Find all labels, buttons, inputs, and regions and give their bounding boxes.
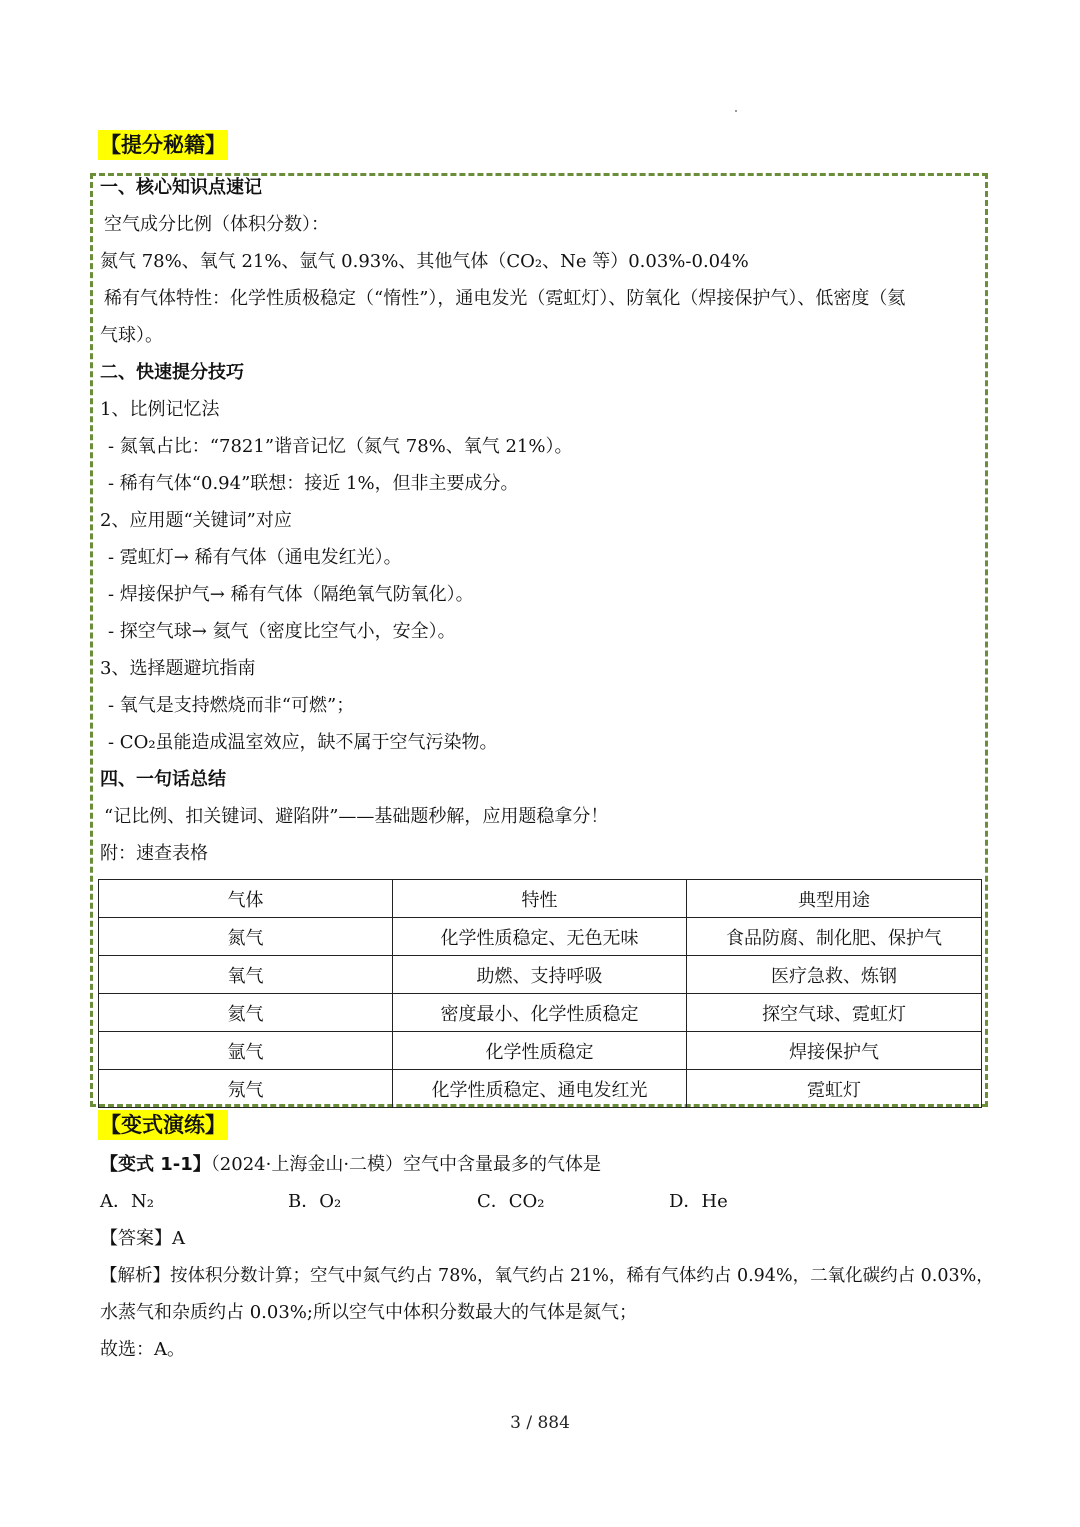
list-item: - CO₂虽能造成温室效应，缺不属于空气污染物。 xyxy=(108,732,498,753)
table-cell: 化学性质稳定、无色无味 xyxy=(393,918,687,956)
question-line xyxy=(100,1153,601,1177)
option-b: B．O₂ xyxy=(288,1191,342,1212)
table-row xyxy=(99,956,982,994)
answer-line: 【答案】A xyxy=(100,1228,185,1249)
table-cell: 医疗急救、炼钢 xyxy=(687,956,982,994)
ratio-line: 氮气 78%、氧气 21%、氩气 0.93%、其他气体（CO₂、Ne 等）0.03%-0.04% xyxy=(100,251,749,272)
option-c: C．CO₂ xyxy=(477,1191,545,1212)
list-item: 3、选择题避坑指南 xyxy=(100,658,256,679)
ratio-intro: 空气成分比例（体积分数）： xyxy=(104,214,329,235)
list-item: 2、应用题“关键词”对应 xyxy=(100,510,292,531)
page-number: 3 / 884 xyxy=(510,1413,570,1433)
question-text: （2024·上海金山·二模）空气中含量最多的气体是 xyxy=(210,1154,602,1175)
list-item: - 氧气是支持燃烧而非“可燃”； xyxy=(108,695,355,716)
table-header-row xyxy=(99,880,982,918)
table-cell: 探空气球、霓虹灯 xyxy=(687,994,982,1032)
table-row xyxy=(99,918,982,956)
table-cell: 食品防腐、制化肥、保护气 xyxy=(687,918,982,956)
table-cell: 化学性质稳定、通电发红光 xyxy=(393,1070,687,1108)
list-item: - 氮氧占比：“7821”谐音记忆（氮气 78%、氧气 21%）。 xyxy=(108,436,573,457)
option-d: D．He xyxy=(669,1191,728,1212)
section1-title: 一、核心知识点速记 xyxy=(100,177,262,198)
section2-title: 二、快速提分技巧 xyxy=(100,362,244,383)
variant-header-tag: 【变式演练】 xyxy=(98,1110,228,1140)
question-label: 【变式 1-1】 xyxy=(100,1154,211,1175)
noble-gas-line-2: 气球）。 xyxy=(100,325,163,346)
appendix-label: 附：速查表格 xyxy=(100,843,208,864)
table-header-cell: 典型用途 xyxy=(687,880,982,918)
table-cell: 氧气 xyxy=(99,956,393,994)
list-item: - 焊接保护气→ 稀有气体（隔绝氧气防氧化）。 xyxy=(108,584,474,605)
summary-line: “记比例、扣关键词、避陷阱”——基础题秒解，应用题稳拿分！ xyxy=(104,806,609,827)
table-cell: 氖气 xyxy=(99,1070,393,1108)
analysis-line-3: 故选：A。 xyxy=(100,1339,185,1360)
list-item: - 探空气球→ 氦气（密度比空气小，安全）。 xyxy=(108,621,456,642)
analysis-line-1: 【解析】按体积分数计算；空气中氮气约占 78%，氧气约占 21%，稀有气体约占 0.94%，二氧化碳约占 0.03%， xyxy=(100,1266,994,1286)
tips-header-tag: 【提分秘籍】 xyxy=(98,130,228,160)
list-item: - 霓虹灯→ 稀有气体（通电发红光）。 xyxy=(108,547,402,568)
table-cell: 焊接保护气 xyxy=(687,1032,982,1070)
table-cell: 助燃、支持呼吸 xyxy=(393,956,687,994)
table-cell: 霓虹灯 xyxy=(687,1070,982,1108)
table-cell: 氩气 xyxy=(99,1032,393,1070)
table-cell: 密度最小、化学性质稳定 xyxy=(393,994,687,1032)
table-header-cell: 特性 xyxy=(393,880,687,918)
noble-gas-line-1: 稀有气体特性：化学性质极稳定（“惰性”），通电发光（霓虹灯）、防氧化（焊接保护气）、低密度（氦 xyxy=(104,288,906,309)
analysis-line-2: 水蒸气和杂质约占 0.03%;所以空气中体积分数最大的气体是氮气； xyxy=(100,1302,637,1323)
table-row xyxy=(99,994,982,1032)
quick-reference-table xyxy=(98,879,982,1108)
speck xyxy=(735,110,737,112)
table-cell: 氮气 xyxy=(99,918,393,956)
table-header-cell: 气体 xyxy=(99,880,393,918)
list-item: 1、比例记忆法 xyxy=(100,399,220,420)
table-row xyxy=(99,1070,982,1108)
table-row xyxy=(99,1032,982,1070)
table-cell: 化学性质稳定 xyxy=(393,1032,687,1070)
list-item: - 稀有气体“0.94”联想：接近 1%，但非主要成分。 xyxy=(108,473,519,494)
option-a: A．N₂ xyxy=(100,1191,154,1212)
section4-title: 四、一句话总结 xyxy=(100,769,226,790)
table-cell: 氦气 xyxy=(99,994,393,1032)
